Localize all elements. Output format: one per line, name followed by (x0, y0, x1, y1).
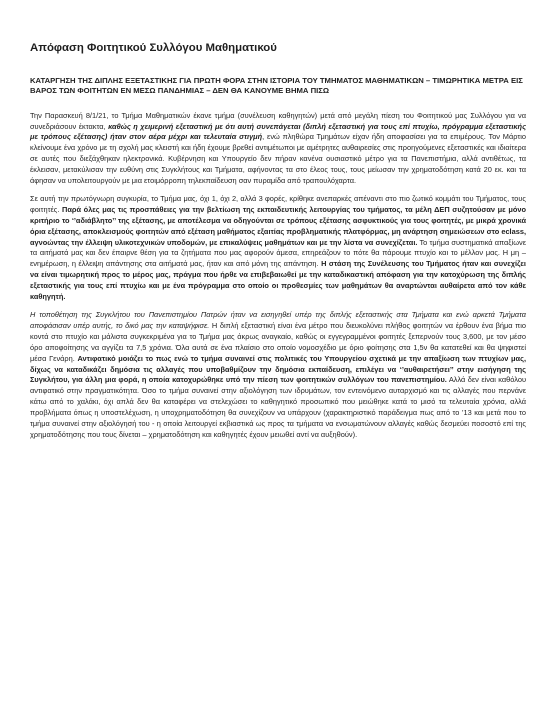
paragraph-3 (30, 310, 526, 441)
paragraph-1-text-2: , ενώ πληθώρα Τμημάτων είχαν ήδη αποφασίσει για τα επιμέρους. Τον Μάρτιο κλείνουμε ένα χρόνο με τη σχολή μας κλειστή και ήδη έχουμε βρεθεί αντιμέτωποι με αμέτρητες αυθαιρεσίες στις προηγούμενες εξεταστικές και ιδιαίτερα σε αυτές που διεξάχθηκαν ηλεκτρονικά. Κυβέρνηση και Υπουργείο δεν πήραν κανένα ουσιαστικό μέτρο για τα Πανεπιστήμια, αλλά αντιθέτως, τα έκλεισαν, μετακύλισαν την ευθύνη στις Συγκλήτους και Τμήματα, αφήνοντας τα στο έλεος τους, τους μείωσαν την χρηματοδότηση κατά 20 εκ. και τα άφησαν να υπολειτουργούν με μια ετοιμόρροπη τηλεκπαίδευση σαν πυραμίδα από τραπουλόχαρτα. (30, 132, 526, 186)
paragraph-2 (30, 194, 526, 303)
paragraph-1-bold-1: καθώς η χειμερινή εξεταστική με ότι αυτή συνεπάγεται (διπλή εξεταστική για τους επί πτυχίω, πρόγραμμα εξεταστικής με τρόπους εξέτασης) ήταν στον αέρα μέχρι και τελευταία στιγμή (30, 121, 526, 142)
paragraph-3-text-2: Αλλά δεν είναι καθόλου αντιφατικό στην πραγματικότητα. Όσο το τμήμα συναινεί στην αξιολόγηση των ιδρυμάτων, τον εντεινόμενο αυταρχισμό και τις αλλαγές που περνάνε κάτω από το χαλάκι, όχι απλά δεν θα καταφέρει να στελεχώσει το καθηγητικό προσωπικό που μειώθηκε κατά το μισό τα τελευταία χρόνια, αλλά προβλήματα όπως η υποστελέχωση, η υποχρηματοδότηση θα συνεχίζουν να υπάρχουν (χαρακτηριστικό παράδειγμα πως από το ’13 και μετά που το τμήμα συναινεί στην αξιολόγησή του - η οποία λειτουργεί εκβιαστικά ως προς τα τμήματα να ενσωματώνουν αλλαγές καθώς δεσμεύει ποσοστό επί της χρηματοδότησης που τους δίνεται – χρηματοδότηση και καθηγητές έχουν μειωθεί αντί να αυξηθούν). (30, 375, 526, 439)
document-title: Απόφαση Φοιτητικού Συλλόγου Μαθηματικού (30, 42, 277, 54)
paragraph-2-bold-2: Η στάση της Συνέλευσης του Τμήματος ήταν και συνεχίζει να είναι τιμωρητική προς το μέρος μας, πράγμα που ήρθε να επιβεβαιωθεί με την καταδικαστική απόφαση για την κατοχύρωση της διπλής εξεταστικής για τους επί πτυχίω και με ένα πρόγραμμα στο οποίο οι προθεσμίες των μαθημάτων θα αναρτώνται αυθαίρετα από τον κάθε καθηγητή. (30, 259, 526, 302)
paragraph-2-text-2: Το τμήμα συστηματικά απαξίωνε τα αιτήματά μας και δεν έπαιρνε θέση για τα ζητήματα που μας αφορούν άμεσα, επηρεάζουν το πότε θα πάρουμε πτυχίο και το μέλλον μας. Η μη – ενημέρωση, η έλλειψη απάντησης στα αιτήματά μας, ήταν και από μόνη της απάντηση. (30, 237, 526, 269)
paragraph-3-text-1: Η διπλή εξεταστική είναι ένα μέτρο που διευκολύνει πλήθος φοιτητών να έρθουν ένα βήμα πιο κοντά στο πτυχίο και μάλιστα συγκεκριμένα για το Τμήμα μας άκρως αναγκαίο, καθώς οι εγγεγραμμένοι φοιτητές ξεπερνούν τους 3,600, με τον μέσο όρο αποφοίτησης να αγγίζει τα 7,5 χρόνια. Όλα αυτά σε ένα πλαίσιο στο οποίο νομοσχέδιο με όριο φοίτησης στα 1,5ν θα κατατεθεί και θα ψηφιστεί μέσα Γενάρη. (30, 320, 526, 363)
paragraph-1-text-1: Την Παρασκευή 8/1/21, το Τμήμα Μαθηματικών έκανε τμήμα (συνέλευση καθηγητών) μετά από μεγάλη πίεση του Φοιτητικού μας Συλλόγου για να συνεδριάσουν έκτακτα, (30, 110, 526, 131)
paragraph-2-text-1: Σε αυτή την πρωτόγνωρη συγκυρία, το Τμήμα μας, όχι 1, όχι 2, αλλά 3 φορές, κρίθηκε ανεπαρκές απέναντι στο πιο ζωτικό κομμάτι του Τμήματος, τους φοιτητές. (30, 193, 526, 214)
paragraph-3-bold-1: Αντιφατικό μοιάζει το πως ενώ το τμήμα συναινεί στις πολιτικές του Υπουργείου σχετικά με την απαξίωση των πτυχίων μας, δίχως να καταδικάζει δημόσια τις αλλαγές που υποβαθμίζουν την δημόσια εκπαίδευση, επιλέγει να ‘’αυθαιρετήσει’’ στην εισήγηση της Συγκλήτου, για άλλη μια φορά, η οποία κατοχυρώθηκε υπό την πίεση των φοιτητικών συλλόγων του πανεπιστημίου. (30, 353, 526, 385)
paragraph-1 (30, 111, 526, 187)
paragraph-3-italic-1: Η τοποθέτηση της Συγκλήτου του Πανεπιστημίου Πατρών ήταν να εισηγηθεί υπέρ της διπλής εξεταστικής στα Τμήματα και ενώ αρκετά Τμήματα αποφάσισαν υπέρ αυτής, το δικό μας την καταψήφισε. (30, 310, 526, 330)
headline: ΚΑΤΑΡΓΗΣΗ ΤΗΣ ΔΙΠΛΗΣ ΕΞΕΤΑΣΤΙΚΗΣ ΓΙΑ ΠΡΩΤΗ ΦΟΡΑ ΣΤΗΝ ΙΣΤΟΡΙΑ ΤΟΥ ΤΜΗΜΑΤΟΣ ΜΑΘΗΜΑΤΙΚΩΝ – ΤΙΜΩΡΗΤΙΚΑ ΜΕΤΡΑ ΕΙΣ ΒΑΡΟΣ ΤΩΝ ΦΟΙΤΗΤΩΝ ΕΝ ΜΕΣΩ ΠΑΝΔΗΜΙΑΣ – ΔΕΝ ΘΑ ΚΑΝΟΥΜΕ ΒΗΜΑ ΠΙΣΩ (30, 76, 523, 96)
paragraph-2-bold-1: Παρά όλες μας τις προσπάθειες για την βελτίωση της εκπαιδευτικής λειτουργίας του τμήματος, τα μέλη ΔΕΠ συζητούσαν με μόνο κριτήριο το ‘’αδιάβλητο’’ της εξέτασης, με αποτέλεσμα να οδηγούνται σε τρόπους εξέτασης ασφυκτικούς για τους φοιτητές, με μικρά χρονικά όρια εξέτασης, αποκλεισμούς φοιτητών από εξέταση μαθήματος εξαιτίας προβληματικής πλατφόρμας, μη ανάρτηση σημειώσεων στο eclass, αγνοώντας την έλλειψη υλικοτεχνικών υποδομών, με επικαλύψεις μαθημάτων και με την λίστα να συνεχίζεται. (30, 204, 526, 247)
